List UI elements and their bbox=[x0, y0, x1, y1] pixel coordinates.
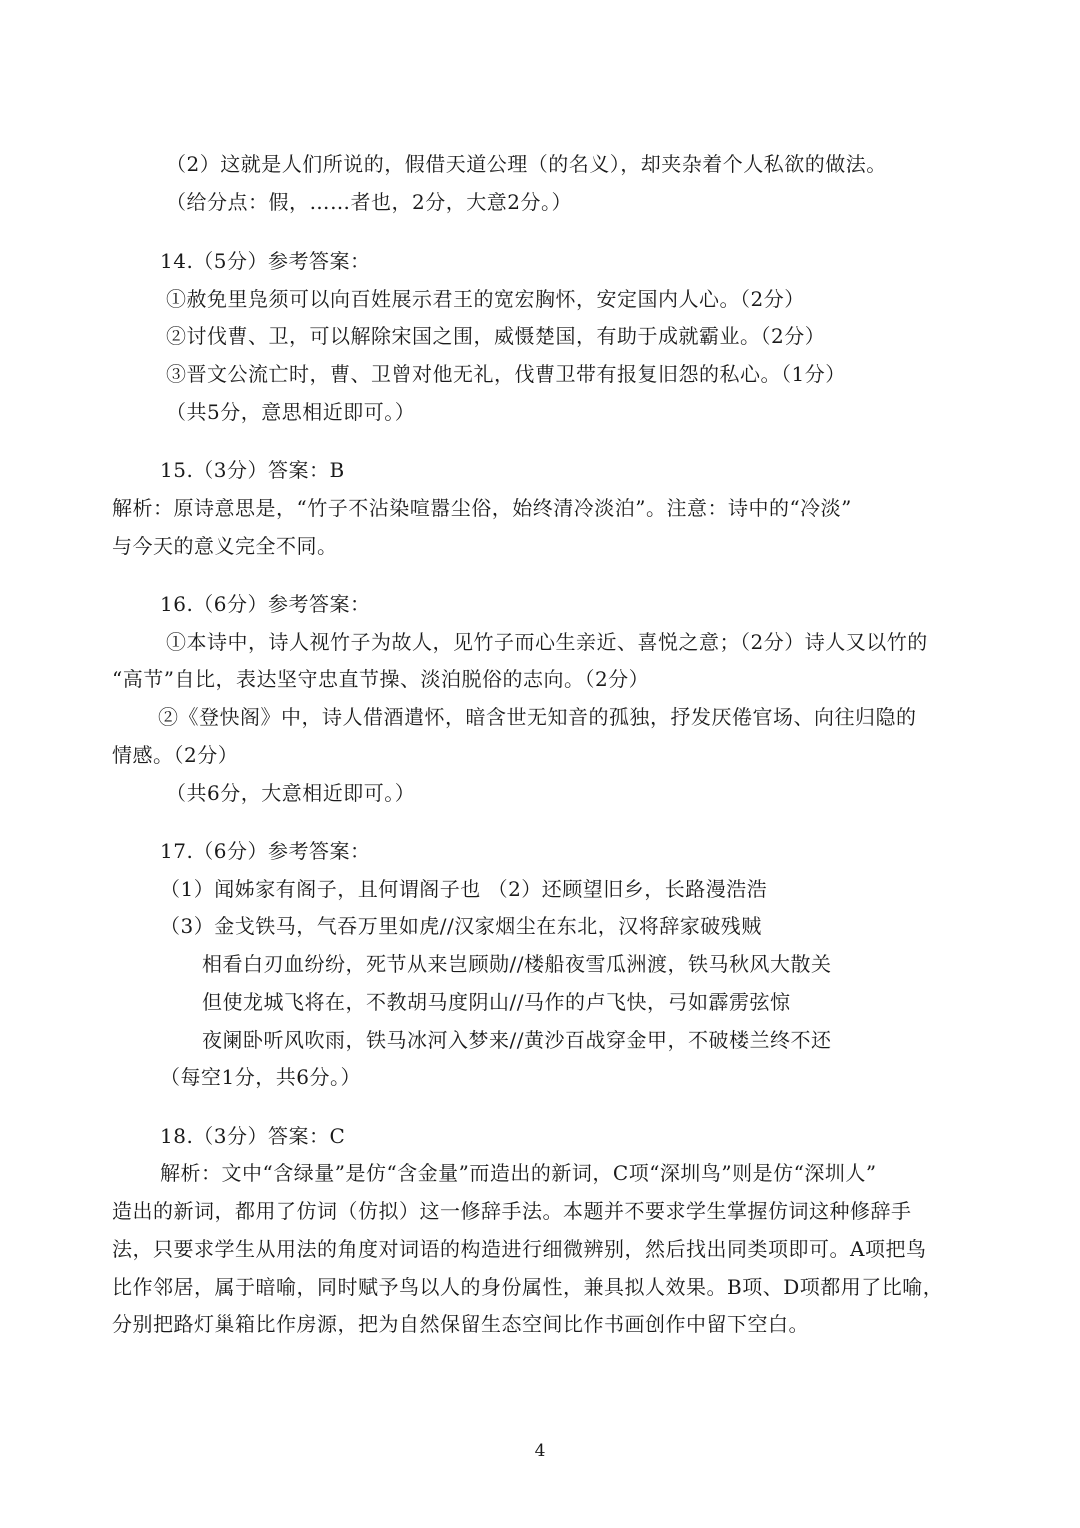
answer-13-2-scoring: （给分点：假，……者也，2分，大意2分。） bbox=[166, 190, 572, 214]
answer-15-analysis-line-1: 解析：原诗意思是，“竹子不沾染喧嚣尘俗，始终清冷淡泊”。注意：诗中的“冷淡” bbox=[112, 496, 852, 520]
answer-17-items-1-2: （1）闻姊家有阁子，且何谓阁子也 （2）还顾望旧乡，长路漫浩浩 bbox=[160, 877, 768, 901]
answer-16-scoring: （共6分，大意相近即可。） bbox=[166, 781, 416, 805]
question-15-heading: 15.（3分）答案：B bbox=[160, 458, 345, 482]
answer-16-point-1-line-1: ①本诗中，诗人视竹子为故人，见竹子而心生亲近、喜悦之意；（2分）诗人又以竹的 bbox=[166, 630, 928, 654]
page-number: 4 bbox=[534, 1441, 546, 1461]
answer-14-point-2: ②讨伐曹、卫，可以解除宋国之围，威慑楚国，有助于成就霸业。（2分） bbox=[166, 324, 826, 348]
answer-14-point-1: ①赦免里凫须可以向百姓展示君王的宽宏胸怀，安定国内人心。（2分） bbox=[166, 287, 805, 311]
question-16-heading: 16.（6分）参考答案： bbox=[160, 592, 371, 616]
answer-17-item-3-line-4: 夜阑卧听风吹雨，铁马冰河入梦来//黄沙百战穿金甲，不破楼兰终不还 bbox=[202, 1028, 832, 1052]
answer-18-analysis-line-4: 比作邻居，属于暗喻，同时赋予鸟以人的身份属性，兼具拟人效果。B项、D项都用了比喻， bbox=[112, 1275, 944, 1299]
answer-14-scoring: （共5分，意思相近即可。） bbox=[166, 400, 416, 424]
question-18-heading: 18.（3分）答案：C bbox=[160, 1124, 346, 1148]
answer-16-point-2-line-1: ②《登快阁》中，诗人借酒遣怀，暗含世无知音的孤独，抒发厌倦官场、向往归隐的 bbox=[158, 705, 917, 729]
answer-18-analysis-line-1: 解析：文中“含绿量”是仿“含金量”而造出的新词，C项“深圳鸟”则是仿“深圳人” bbox=[160, 1161, 877, 1185]
answer-17-item-3-line-3: 但使龙城飞将在，不教胡马度阴山//马作的卢飞快，弓如霹雳弦惊 bbox=[202, 990, 791, 1014]
answer-18-analysis-line-3: 法，只要求学生从用法的角度对词语的构造进行细微辨别，然后找出同类项即可。A项把鸟 bbox=[112, 1237, 927, 1261]
answer-18-analysis-line-5: 分别把路灯巢箱比作房源，把为自然保留生态空间比作书画创作中留下空白。 bbox=[112, 1312, 809, 1336]
answer-17-item-3-line-2: 相看白刃血纷纷，死节从来岂顾勋//楼船夜雪瓜洲渡，铁马秋风大散关 bbox=[202, 952, 832, 976]
answer-15-analysis-line-2: 与今天的意义完全不同。 bbox=[112, 534, 338, 558]
answer-16-point-1-line-2: “高节”自比，表达坚守忠直节操、淡泊脱俗的志向。（2分） bbox=[112, 667, 650, 691]
answer-18-analysis-line-2: 造出的新词，都用了仿词（仿拟）这一修辞手法。本题并不要求学生掌握仿词这种修辞手 bbox=[112, 1199, 912, 1223]
answer-17-scoring: （每空1分，共6分。） bbox=[160, 1065, 361, 1089]
question-17-heading: 17.（6分）参考答案： bbox=[160, 839, 371, 863]
answer-13-2-translation: （2）这就是人们所说的，假借天道公理（的名义），却夹杂着个人私欲的做法。 bbox=[166, 152, 887, 176]
answer-14-point-3: ③晋文公流亡时，曹、卫曾对他无礼，伐曹卫带有报复旧怨的私心。（1分） bbox=[166, 362, 846, 386]
answer-16-point-2-line-2: 情感。（2分） bbox=[112, 743, 239, 767]
question-14-heading: 14.（5分）参考答案： bbox=[160, 249, 371, 273]
answer-17-item-3-line-1: （3）金戈铁马，气吞万里如虎//汉家烟尘在东北，汉将辞家破残贼 bbox=[160, 914, 762, 938]
